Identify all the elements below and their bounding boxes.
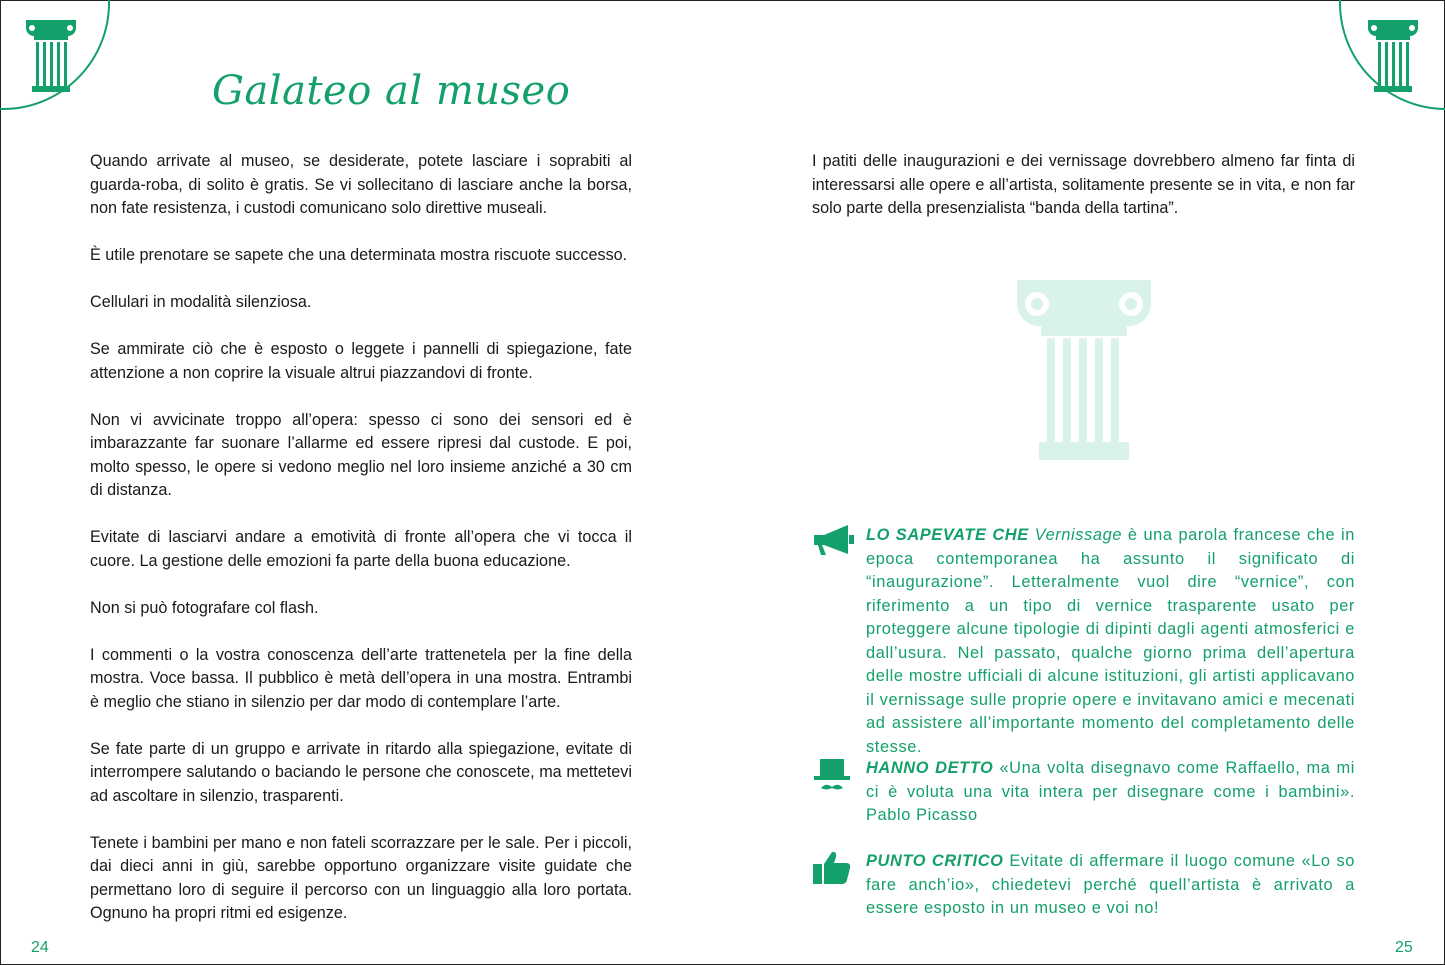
note-text [866, 850, 1355, 921]
paragraph: Non vi avvicinate troppo all’opera: spesso ci sono dei sensori ed è imbarazzante far suonare l’allarme ed essere ripresi dal custode. E poi, molto spesso, le opere si vedono meglio nel loro insieme anziché a 30 cm di distanza. [90, 410, 632, 499]
column-icon [1364, 18, 1422, 94]
note-body: è una parola francese che in epoca contemporanea ha assunto il significato di “inaugurazione”. Letteralmente vuol dire “vernice”, con riferimento a un tipo di vernice trasparente usato per proteggere alcune tipologie di dipinti dagli agenti atmosferici e dall’usura. Nel passato, qualche giorno prima dell’apertura delle mostre ufficiali di alcune istituzioni, gli artisti applicavano il vernissage sulle proprie opere e invitavano amici e mecenati ad assistere all’importante momento del completamento delle stesse. [866, 526, 1356, 756]
left-column-text [90, 150, 632, 949]
column-icon [22, 18, 80, 94]
paragraph: Quando arrivate al museo, se desiderate, potete lasciare i soprabiti al guarda-roba, di solito è gratis. Se vi sollecitano di lasciare anche la borsa, non fate resistenza, i custodi comunicano solo direttive museali. [90, 152, 632, 217]
megaphone-icon [812, 524, 856, 556]
note-label: LO SAPEVATE CHE [866, 526, 1029, 544]
note-label: HANNO DETTO [866, 759, 994, 777]
page-number-right: 25 [1395, 939, 1413, 956]
thumbs-up-icon [812, 850, 852, 886]
page-number-left: 24 [31, 939, 49, 956]
paragraph: I commenti o la vostra conoscenza dell’arte trattenetela per la fine della mostra. Voce bassa. Il pubblico è metà dell’opera in una mostra. Entrambi è meglio che stiano in silenzio per dar modo di contemplare l’arte. [90, 645, 632, 711]
paragraph: I patiti delle inaugurazioni e dei vernissage dovrebbero almeno far finta di interessarsi alle opere e all’artista, solitamente presente se in vita, e non far solo parte della presenzialista “banda della tartina”. [812, 152, 1355, 217]
paragraph: Non si può fotografare col flash. [90, 598, 319, 617]
note-label: PUNTO CRITICO [866, 852, 1004, 870]
paragraph: Se fate parte di un gruppo e arrivate in ritardo alla spiegazione, evitate di interrompere salutando o baciando le persone che conoscete, ma mettetevi ad ascoltare in silenzio, trasparenti. [90, 739, 632, 805]
note-text [866, 757, 1355, 828]
large-column-icon [1013, 280, 1155, 460]
paragraph: Cellulari in modalità silenziosa. [90, 293, 312, 311]
note-body: Evitate di affermare il luogo comune «Lo so fare anch’io», chiedetevi perché quell’artista è arrivato a essere esposto in un museo e voi no! [866, 852, 1356, 917]
paragraph: Se ammirate ciò che è esposto o leggete i pannelli di spiegazione, fate attenzione a non coprire la visuale altrui piazzandovi di fronte. [90, 340, 632, 382]
page-title: Galateo al museo [212, 68, 571, 114]
top-hat-mustache-icon [812, 757, 852, 797]
note-body: «Una volta disegnavo come Raffaello, ma mi ci è voluta una vita intera per disegnare come i bambini». Pablo Picasso [866, 759, 1356, 824]
note-text [866, 524, 1355, 759]
paragraph: Evitate di lasciarvi andare a emotività di fronte all’opera che vi tocca il cuore. La gestione delle emozioni fa parte della buona educazione. [90, 528, 632, 570]
note-term: Vernissage [1034, 526, 1123, 544]
right-column-text [812, 150, 1355, 244]
paragraph: Tenete i bambini per mano e non fateli scorrazzare per le sale. Per i piccoli, dai dieci anni in giù, sarebbe opportuno organizzare visite guidate che permettano loro di seguire il percorso con un linguaggio alla loro portata. Ognuno ha propri ritmi ed esigenze. [90, 833, 632, 922]
paragraph: È utile prenotare se sapete che una determinata mostra riscuote successo. [90, 246, 628, 264]
